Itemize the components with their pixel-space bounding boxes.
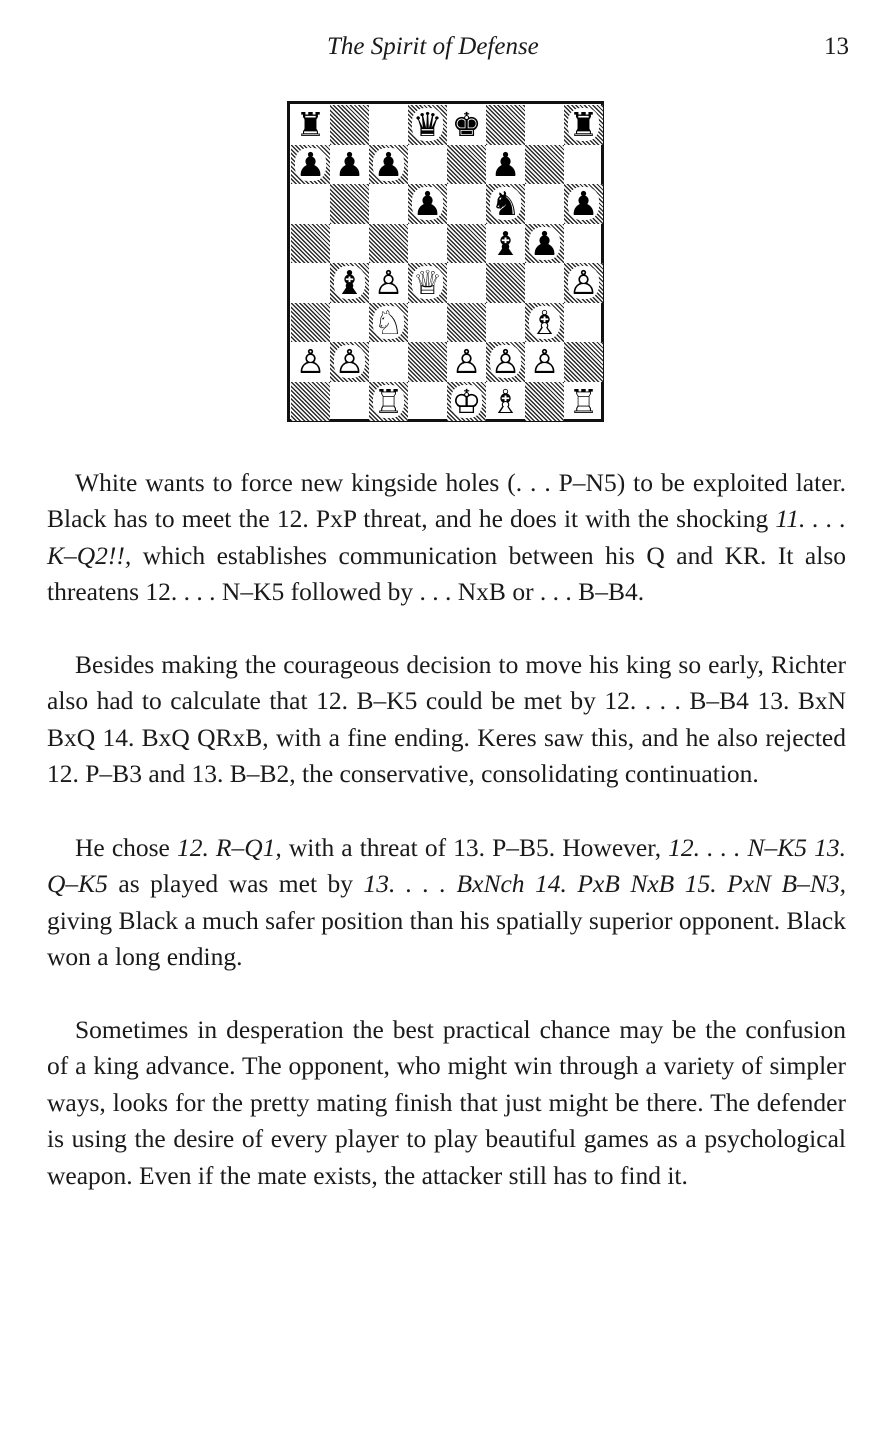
board-square bbox=[291, 184, 330, 224]
board-square bbox=[525, 184, 564, 224]
chess-piece: ♙ bbox=[334, 342, 365, 382]
chess-piece: ♔ bbox=[451, 381, 482, 421]
chess-piece: ♛ bbox=[412, 105, 443, 145]
board-square bbox=[486, 224, 525, 264]
board-square bbox=[564, 145, 603, 185]
board-square bbox=[291, 145, 330, 185]
chess-piece: ♖ bbox=[373, 381, 404, 421]
paragraph-3-move-f: 13. . . . BxNch 14. PxB NxB 15. PxN B–N3, bbox=[363, 869, 846, 899]
board-square bbox=[486, 184, 525, 224]
board-square bbox=[525, 303, 564, 343]
chess-piece: ♟ bbox=[490, 144, 521, 184]
chess-piece: ♘ bbox=[373, 302, 404, 342]
chess-piece: ♙ bbox=[373, 263, 404, 303]
board-square bbox=[291, 303, 330, 343]
paragraph-3 bbox=[47, 830, 846, 976]
board-square bbox=[330, 382, 369, 422]
board-square bbox=[486, 382, 525, 422]
board-square bbox=[330, 105, 369, 145]
board-square bbox=[291, 105, 330, 145]
paragraph-1-text-a: White wants to force new kingside holes (. . . P–N5) to be exploited later. Black has to meet the 12. PxP threat, and he does it with the shocking bbox=[47, 468, 846, 534]
paragraph-1 bbox=[47, 465, 846, 611]
chess-piece: ♟ bbox=[568, 184, 599, 224]
board-square bbox=[447, 105, 486, 145]
board-square bbox=[525, 263, 564, 303]
board-square bbox=[291, 382, 330, 422]
board-square bbox=[330, 263, 369, 303]
paragraph-3-move-d: 12. . . . N–K5 13. Q–K5 bbox=[47, 833, 846, 899]
board-square bbox=[291, 342, 330, 382]
board-square bbox=[447, 342, 486, 382]
board-square bbox=[525, 224, 564, 264]
board-square bbox=[486, 342, 525, 382]
chess-piece: ♙ bbox=[568, 263, 599, 303]
board-square bbox=[369, 184, 408, 224]
board-square bbox=[369, 224, 408, 264]
paragraph-3-text-c: with a threat of 13. P–B5. However, bbox=[281, 833, 669, 862]
board-square bbox=[369, 105, 408, 145]
board-square bbox=[447, 382, 486, 422]
board-square bbox=[291, 263, 330, 303]
chess-piece: ♟ bbox=[334, 144, 365, 184]
board-square bbox=[564, 342, 603, 382]
chess-piece: ♙ bbox=[295, 342, 326, 382]
board-square bbox=[369, 263, 408, 303]
chess-piece: ♝ bbox=[490, 223, 521, 263]
board-square bbox=[408, 145, 447, 185]
board-square bbox=[408, 382, 447, 422]
chess-piece: ♙ bbox=[451, 342, 482, 382]
board-square bbox=[330, 184, 369, 224]
board-square bbox=[486, 263, 525, 303]
board-square bbox=[408, 105, 447, 145]
board-square bbox=[486, 145, 525, 185]
board-square bbox=[447, 224, 486, 264]
chess-piece: ♚ bbox=[451, 105, 482, 145]
chess-piece: ♟ bbox=[412, 184, 443, 224]
board-square bbox=[408, 342, 447, 382]
paragraph-4-text: Sometimes in desperation the best practical chance may be the confusion of a king advance. The opponent, who might win through a variety of simpler ways, looks for the pretty mating finish that just might be there. The defender is using the desire of every player to play beautiful games as a psychological weapon. Even if the mate exists, the attacker still has to find it. bbox=[47, 1015, 846, 1190]
paragraph-1-text-c: which establishes communication between his Q and KR. It also threatens 12. . . . N–K5 followed by . . . NxB or . . . B–B4. bbox=[47, 540, 846, 607]
board-square bbox=[408, 224, 447, 264]
chess-piece: ♜ bbox=[295, 105, 326, 145]
board-square bbox=[408, 184, 447, 224]
board-square bbox=[447, 263, 486, 303]
chess-piece: ♝ bbox=[334, 263, 365, 303]
chess-piece: ♙ bbox=[490, 342, 521, 382]
board-square bbox=[564, 224, 603, 264]
board-square bbox=[369, 382, 408, 422]
running-title: The Spirit of Defense bbox=[327, 33, 539, 60]
paragraph-3-text-a: He chose bbox=[75, 833, 177, 862]
paragraph-2-text: Besides making the courageous decision to move his king so early, Richter also had to calculate that 12. B–K5 could be met by 12. . . . B–B4 13. BxN BxQ 14. BxQ QRxB, with a fine ending. Keres saw this, and he also rejected 12. P–B3 and 13. B–B2, the conservative, consolidating continuation. bbox=[47, 650, 846, 789]
board-square bbox=[564, 382, 603, 422]
board-square bbox=[486, 303, 525, 343]
board-square bbox=[408, 263, 447, 303]
chess-piece: ♟ bbox=[295, 144, 326, 184]
board-square bbox=[525, 105, 564, 145]
chess-piece: ♜ bbox=[568, 105, 599, 145]
chess-piece: ♕ bbox=[412, 263, 443, 303]
chess-piece: ♖ bbox=[568, 381, 599, 421]
board-square bbox=[486, 105, 525, 145]
board-square bbox=[564, 105, 603, 145]
paragraph-3-text-g: giving Black a much safer position than his spatially superior opponent. Black won a long ending. bbox=[47, 905, 846, 972]
board-square bbox=[525, 145, 564, 185]
board-square bbox=[369, 303, 408, 343]
paragraph-3-text-e: as played was met by bbox=[107, 869, 364, 899]
board-square bbox=[330, 342, 369, 382]
chess-piece: ♗ bbox=[490, 381, 521, 421]
paragraph-2 bbox=[47, 647, 846, 793]
board-square bbox=[564, 263, 603, 303]
chess-board-grid bbox=[291, 105, 603, 421]
board-square bbox=[564, 184, 603, 224]
board-square bbox=[408, 303, 447, 343]
chess-piece: ♟ bbox=[373, 144, 404, 184]
board-square bbox=[330, 224, 369, 264]
board-square bbox=[291, 224, 330, 264]
board-square bbox=[447, 184, 486, 224]
chess-piece: ♗ bbox=[529, 302, 560, 342]
board-square bbox=[525, 382, 564, 422]
board-square bbox=[330, 145, 369, 185]
chess-piece: ♟ bbox=[529, 223, 560, 263]
board-square bbox=[525, 342, 564, 382]
page-number: 13 bbox=[824, 33, 849, 60]
chess-piece: ♞ bbox=[490, 184, 521, 224]
board-square bbox=[369, 145, 408, 185]
paragraph-1-move-italic: 11. . . . K–Q2!!, bbox=[47, 504, 847, 570]
board-square bbox=[369, 342, 408, 382]
paragraph-3-move-b: 12. R–Q1, bbox=[176, 833, 282, 862]
board-square bbox=[447, 303, 486, 343]
chess-piece: ♙ bbox=[529, 342, 560, 382]
board-square bbox=[330, 303, 369, 343]
board-square bbox=[447, 145, 486, 185]
chess-diagram bbox=[287, 101, 604, 422]
board-square bbox=[564, 303, 603, 343]
paragraph-4 bbox=[47, 1012, 846, 1194]
page-header bbox=[0, 33, 893, 69]
